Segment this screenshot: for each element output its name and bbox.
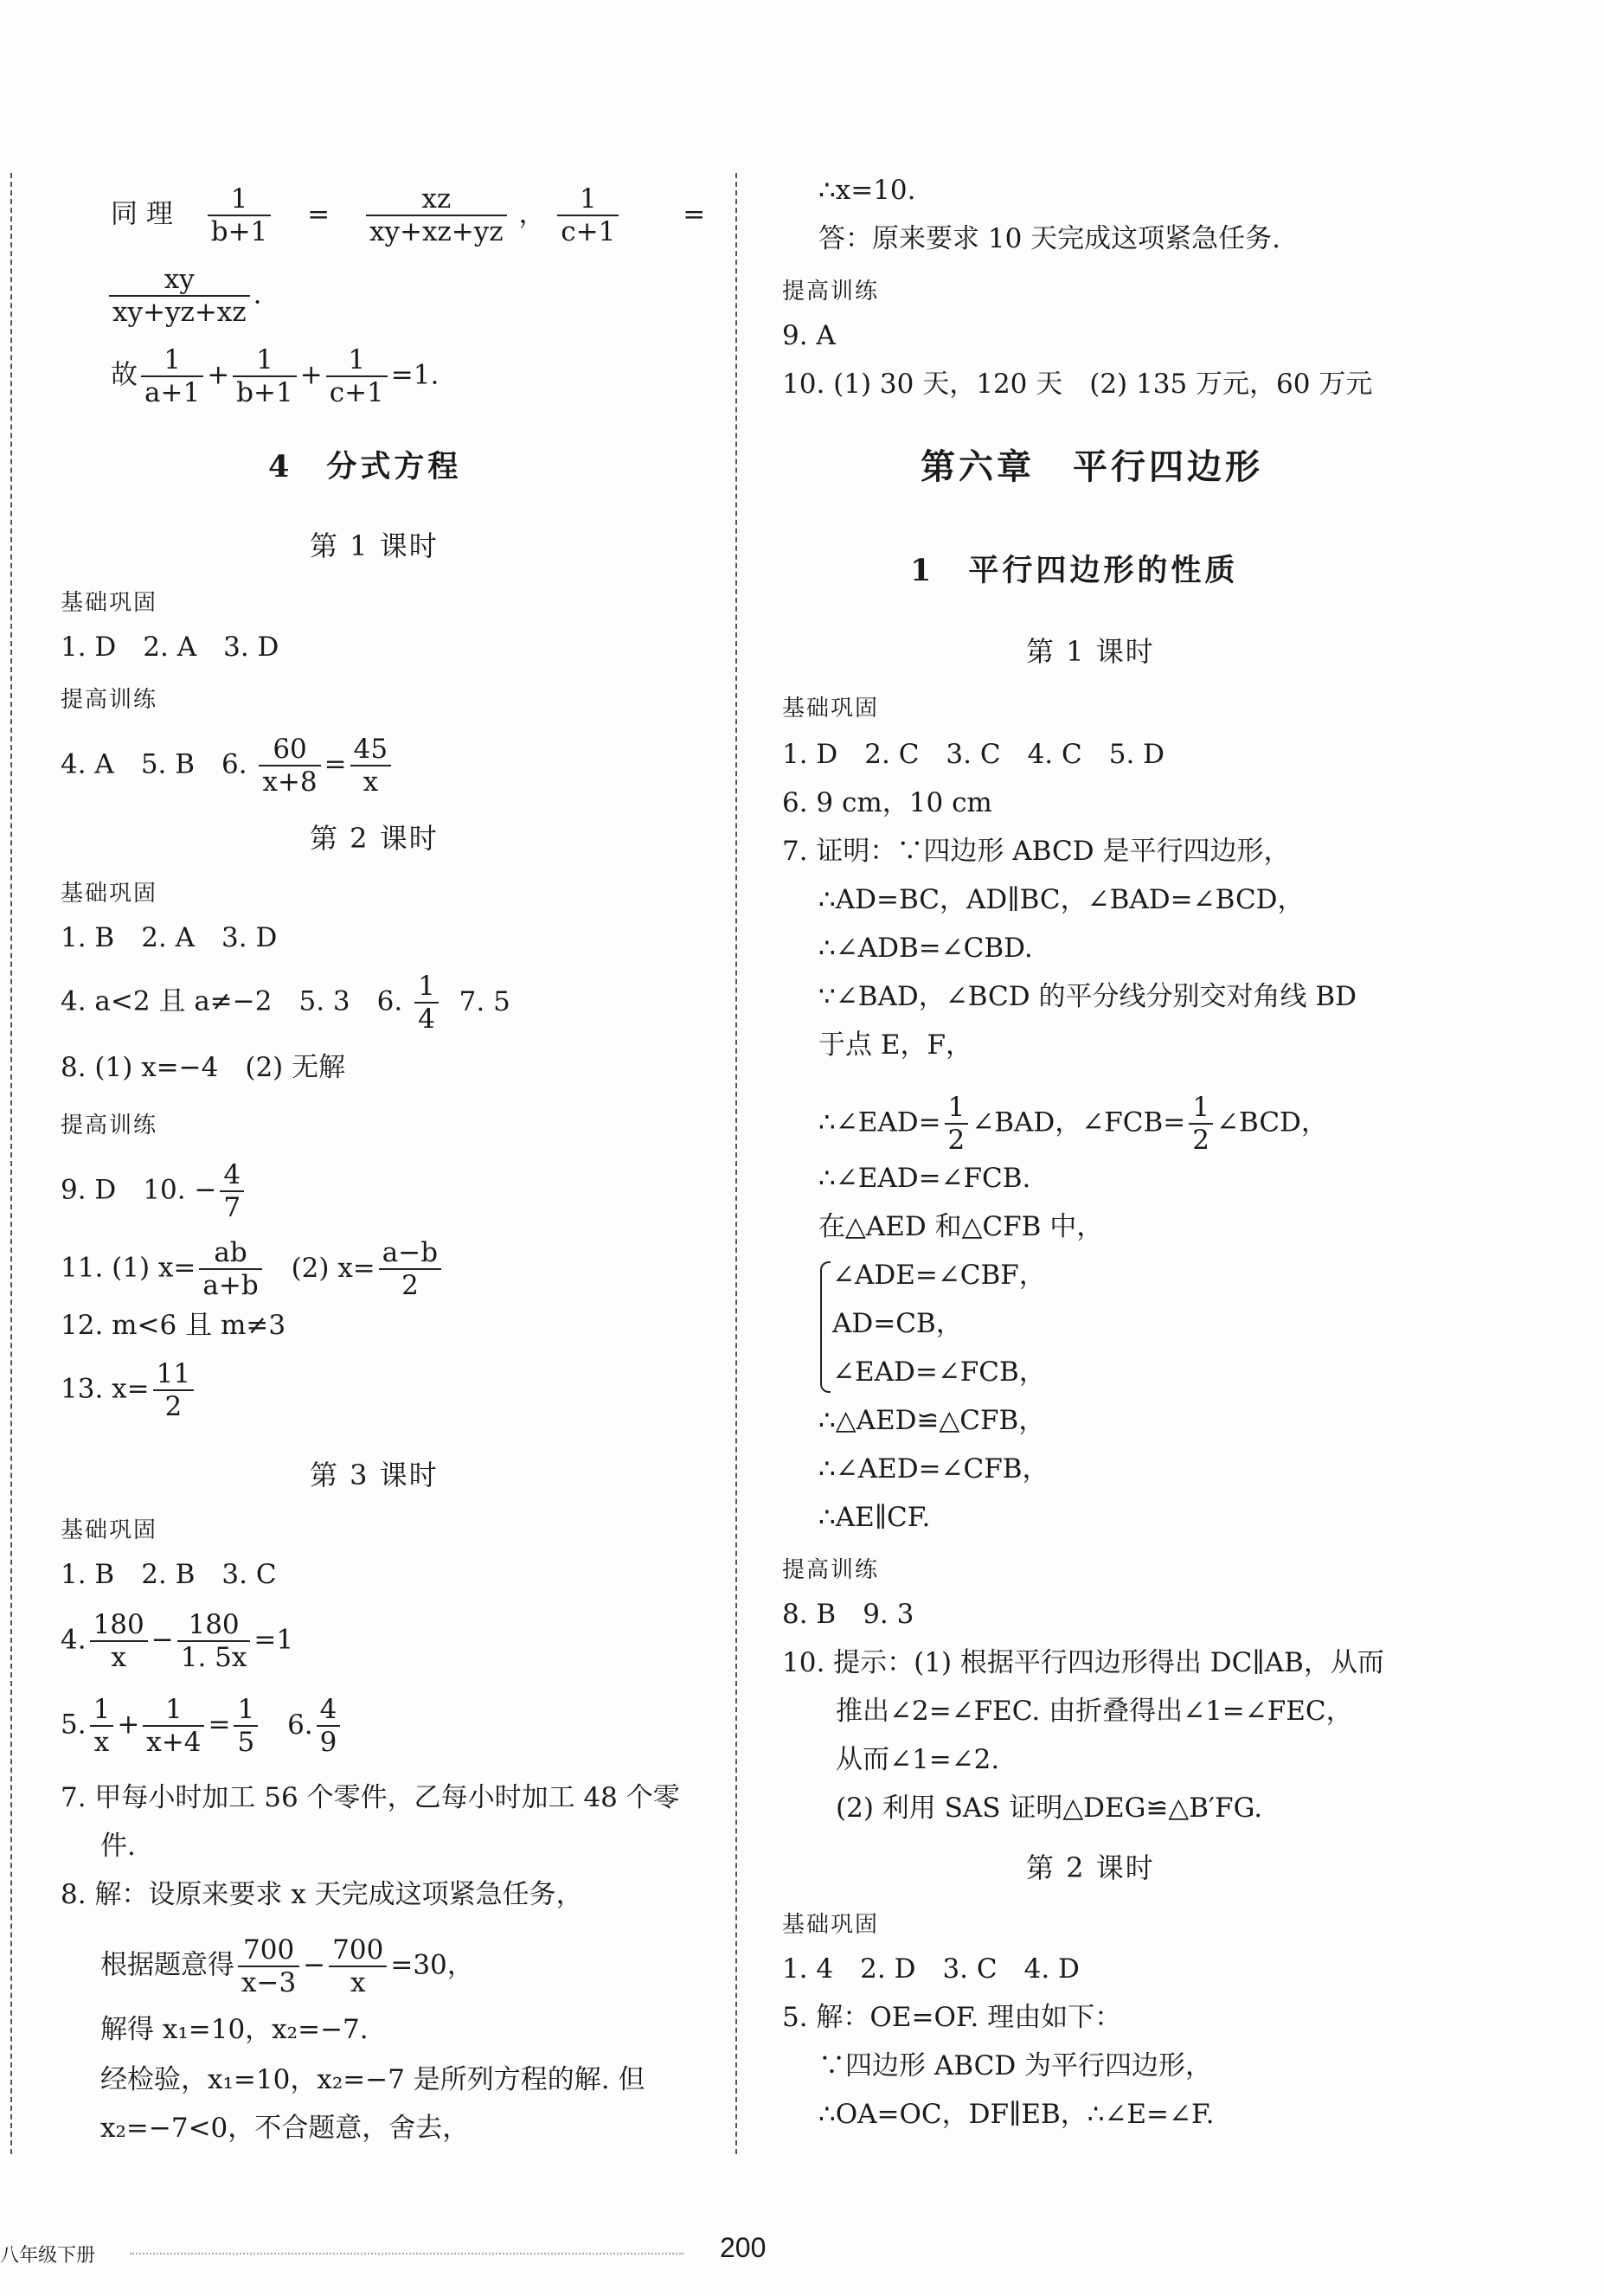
- answer-line: 1. B 2. A 3. D: [61, 922, 278, 953]
- answer-line: 推出∠2=∠FEC. 由折叠得出∠1=∠FEC，: [836, 1696, 1353, 1727]
- numerator: 1: [208, 183, 272, 216]
- numerator: 4: [317, 1694, 341, 1727]
- numerator: 180: [177, 1609, 251, 1642]
- answer-line: 1. 4 2. D 3. C 4. D: [782, 1953, 1080, 1985]
- lesson-title: 第 1 课时: [310, 529, 439, 562]
- denominator: x+4: [146, 1727, 202, 1758]
- answer-line: ∴AD=BC，AD∥BC，∠BAD=∠BCD，: [818, 884, 1305, 915]
- answer-line: 于点 E，F，: [818, 1029, 972, 1061]
- answer-line: [61, 734, 395, 798]
- fraction: [177, 1609, 251, 1673]
- subsection-label: 基础巩固: [782, 696, 880, 722]
- fraction: [557, 183, 619, 247]
- text: 4. a<2 且 a≠−2 5. 3 6.: [61, 985, 403, 1017]
- denominator: x: [363, 766, 379, 798]
- text-line: [111, 183, 705, 247]
- text: ∠BAD，∠FCB=: [972, 1106, 1186, 1138]
- fraction: [234, 1694, 258, 1758]
- text: +: [299, 359, 323, 391]
- answer-line: 1. D 2. A 3. D: [61, 632, 279, 663]
- numerator: 1: [233, 344, 297, 377]
- numerator: 1: [945, 1092, 969, 1125]
- brace-icon: [820, 1261, 831, 1393]
- answer-line: [61, 1609, 293, 1673]
- fraction: [379, 1237, 441, 1301]
- denominator: 5: [237, 1727, 255, 1758]
- numerator: 1: [326, 344, 388, 377]
- denominator: x−3: [241, 1967, 297, 1998]
- answer-line: 7. 甲每小时加工 56 个零件，乙每小时加工 48 个零: [61, 1782, 680, 1813]
- fraction: [945, 1092, 969, 1156]
- answer-line: 9. A: [782, 320, 836, 351]
- text: =1.: [390, 359, 439, 391]
- denominator: c+1: [329, 377, 384, 408]
- subsection-label: 提高训练: [782, 1557, 880, 1583]
- numerator: 11: [153, 1358, 194, 1391]
- fraction: [220, 1159, 244, 1223]
- numerator: 1: [90, 1694, 114, 1727]
- fraction: [141, 344, 203, 408]
- denominator: 1. 5x: [180, 1642, 247, 1673]
- answer-line: ∠EAD=∠FCB，: [832, 1356, 1046, 1388]
- denominator: b+1: [210, 216, 268, 247]
- answer-line: [61, 1237, 445, 1301]
- answer-line: 答：原来要求 10 天完成这项紧急任务.: [818, 223, 1281, 254]
- fraction: [109, 264, 250, 328]
- numerator: 180: [90, 1609, 148, 1642]
- text: =: [208, 1709, 231, 1741]
- answer-line: 1. B 2. B 3. C: [61, 1559, 277, 1590]
- numerator: xy: [109, 264, 250, 297]
- subsection-label: 基础巩固: [61, 881, 158, 907]
- answer-line: [100, 1934, 474, 1998]
- text: 7. 5: [459, 985, 510, 1017]
- denominator: 9: [319, 1727, 337, 1758]
- fraction: [199, 1237, 261, 1301]
- denominator: a+b: [202, 1270, 259, 1301]
- denominator: 7: [223, 1192, 241, 1223]
- answer-line: 10. (1) 30 天，120 天 (2) 135 万元，60 万元: [782, 369, 1373, 400]
- numerator: a−b: [379, 1237, 441, 1270]
- answer-line: ∴AE∥CF.: [818, 1502, 931, 1533]
- answer-line: [818, 1092, 1328, 1156]
- denominator: b+1: [236, 377, 293, 408]
- answer-line: 6. 9 cm，10 cm: [782, 787, 992, 818]
- text: ∠BCD，: [1216, 1106, 1328, 1138]
- fraction: [350, 734, 391, 798]
- denominator: 2: [401, 1270, 419, 1301]
- center-divider-rule: [735, 173, 737, 2154]
- text: 故: [111, 359, 138, 391]
- footer-dotted-line: [130, 2253, 683, 2254]
- fraction: [326, 344, 388, 408]
- numerator: 1: [1189, 1092, 1213, 1125]
- answer-line: ∴∠EAD=∠FCB.: [818, 1163, 1031, 1194]
- denominator: 2: [164, 1391, 183, 1422]
- numerator: xz: [366, 183, 507, 216]
- subsection-label: 基础巩固: [61, 590, 158, 616]
- numerator: 1: [414, 971, 439, 1004]
- answer-line: 10. 提示：(1) 根据平行四边形得出 DC∥AB，从而: [782, 1647, 1384, 1678]
- text: =30，: [390, 1949, 474, 1981]
- fraction: [143, 1694, 204, 1758]
- fraction: [238, 1934, 299, 1998]
- text: (2) x=: [291, 1252, 375, 1284]
- lesson-title: 第 3 课时: [310, 1459, 439, 1491]
- denominator: xy+yz+xz: [112, 297, 247, 328]
- subsection-label: 提高训练: [61, 687, 158, 713]
- fraction: [153, 1358, 194, 1422]
- answer-line: [61, 1358, 197, 1422]
- numerator: 1: [557, 183, 619, 216]
- text: 根据题意得: [100, 1949, 234, 1981]
- text: =: [683, 198, 706, 230]
- text: .: [253, 279, 262, 311]
- answer-line: ∴OA=OC，DF∥EB，∴∠E=∠F.: [818, 2099, 1215, 2130]
- fraction: [233, 344, 297, 408]
- text: 13. x=: [61, 1373, 150, 1405]
- fraction: [414, 971, 439, 1035]
- subsection-label: 提高训练: [61, 1113, 158, 1138]
- answer-line: ∴∠ADB=∠CBD.: [818, 933, 1033, 964]
- numerator: 45: [350, 734, 391, 766]
- answer-line: 解得 x₁=10，x₂=−7.: [100, 2014, 369, 2045]
- numerator: 700: [238, 1934, 299, 1967]
- text: =: [307, 198, 330, 230]
- answer-line: 件.: [100, 1831, 136, 1862]
- answer-line: ∴△AED≌△CFB，: [818, 1405, 1046, 1436]
- fraction: [329, 1934, 387, 1998]
- answer-line: ∴x=10.: [818, 175, 916, 206]
- answer-line: [61, 971, 510, 1035]
- text: +: [117, 1709, 140, 1741]
- subsection-label: 提高训练: [782, 279, 880, 305]
- lesson-title: 第 1 课时: [1026, 635, 1155, 668]
- fraction: [259, 734, 320, 798]
- fraction: [90, 1694, 114, 1758]
- text: 4. A 5. B 6.: [61, 748, 247, 780]
- answer-line: 7. 证明：∵四边形 ABCD 是平行四边形，: [782, 836, 1291, 867]
- text: −: [303, 1949, 326, 1981]
- answer-line: [61, 1159, 247, 1223]
- denominator: 4: [418, 1004, 435, 1035]
- denominator: xy+xz+yz: [369, 216, 504, 247]
- text: ∴∠EAD=: [818, 1106, 941, 1138]
- answer-line: 从而∠1=∠2.: [836, 1744, 1000, 1775]
- text: +: [207, 359, 230, 391]
- answer-line: [61, 1694, 343, 1758]
- text-line: [111, 344, 439, 408]
- answer-line: 8. B 9. 3: [782, 1599, 914, 1630]
- text: 9. D 10. −: [61, 1174, 217, 1206]
- denominator: x+8: [262, 766, 318, 798]
- section-title: 4 分式方程: [268, 449, 462, 484]
- numerator: ab: [199, 1237, 261, 1270]
- answer-line: 8. (1) x=−4 (2) 无解: [61, 1052, 346, 1083]
- left-margin-rule: [10, 173, 12, 2154]
- text: =1: [253, 1624, 294, 1656]
- lesson-title: 第 2 课时: [1026, 1851, 1155, 1884]
- text: 6.: [287, 1709, 313, 1741]
- answer-line: 12. m<6 且 m≠3: [61, 1310, 286, 1341]
- fraction: [317, 1694, 341, 1758]
- answer-line: 1. D 2. C 3. C 4. C 5. D: [782, 739, 1165, 770]
- text: 11. (1) x=: [61, 1252, 196, 1284]
- denominator: x: [93, 1727, 110, 1758]
- denominator: 2: [1192, 1125, 1209, 1156]
- answer-line: ∴∠AED=∠CFB，: [818, 1453, 1049, 1485]
- page-number: 200: [720, 2232, 767, 2263]
- text-line: [106, 264, 261, 328]
- text: −: [151, 1624, 174, 1656]
- subsection-label: 基础巩固: [61, 1517, 158, 1543]
- answer-line: 5. 解：OE=OF. 理由如下：: [782, 2002, 1122, 2033]
- denominator: 2: [947, 1125, 966, 1156]
- subsection-label: 基础巩固: [782, 1912, 880, 1938]
- fraction: [1189, 1092, 1213, 1156]
- denominator: c+1: [561, 216, 616, 247]
- numerator: 700: [329, 1934, 387, 1967]
- section-title: 1 平行四边形的性质: [910, 553, 1239, 588]
- lesson-title: 第 2 课时: [310, 822, 439, 855]
- answer-line: 在△AED 和△CFB 中，: [818, 1211, 1104, 1242]
- fraction: [366, 183, 507, 247]
- numerator: 1: [141, 344, 203, 377]
- answer-line: AD=CB，: [832, 1308, 963, 1339]
- denominator: x: [350, 1967, 366, 1998]
- answer-line: ∵四边形 ABCD 为平行四边形，: [818, 2050, 1213, 2081]
- text: 同 理: [111, 198, 173, 230]
- denominator: x: [111, 1642, 126, 1673]
- answer-line: 经检验，x₁=10，x₂=−7 是所列方程的解. 但: [100, 2064, 645, 2095]
- answer-line: (2) 利用 SAS 证明△DEG≌△B′FG.: [836, 1793, 1263, 1824]
- fraction: [208, 183, 272, 247]
- answer-line: ∵∠BAD，∠BCD 的平分线分别交对角线 BD: [818, 981, 1357, 1012]
- answer-line: ∠ADE=∠CBF，: [832, 1260, 1046, 1291]
- chapter-title: 第六章 平行四边形: [921, 447, 1263, 487]
- numerator: 60: [259, 734, 320, 766]
- text: 4.: [61, 1624, 87, 1656]
- fraction: [90, 1609, 148, 1673]
- numerator: 1: [234, 1694, 258, 1727]
- footer-grade: 八年级下册: [0, 2245, 96, 2267]
- answer-line: x₂=−7<0，不合题意，舍去，: [100, 2113, 470, 2144]
- numerator: 4: [220, 1159, 244, 1192]
- numerator: 1: [143, 1694, 204, 1727]
- text: =: [324, 748, 347, 780]
- denominator: a+1: [144, 377, 201, 408]
- text: ，: [518, 198, 546, 230]
- answer-line: 8. 解：设原来要求 x 天完成这项紧急任务，: [61, 1879, 583, 1910]
- text: 5.: [61, 1709, 87, 1741]
